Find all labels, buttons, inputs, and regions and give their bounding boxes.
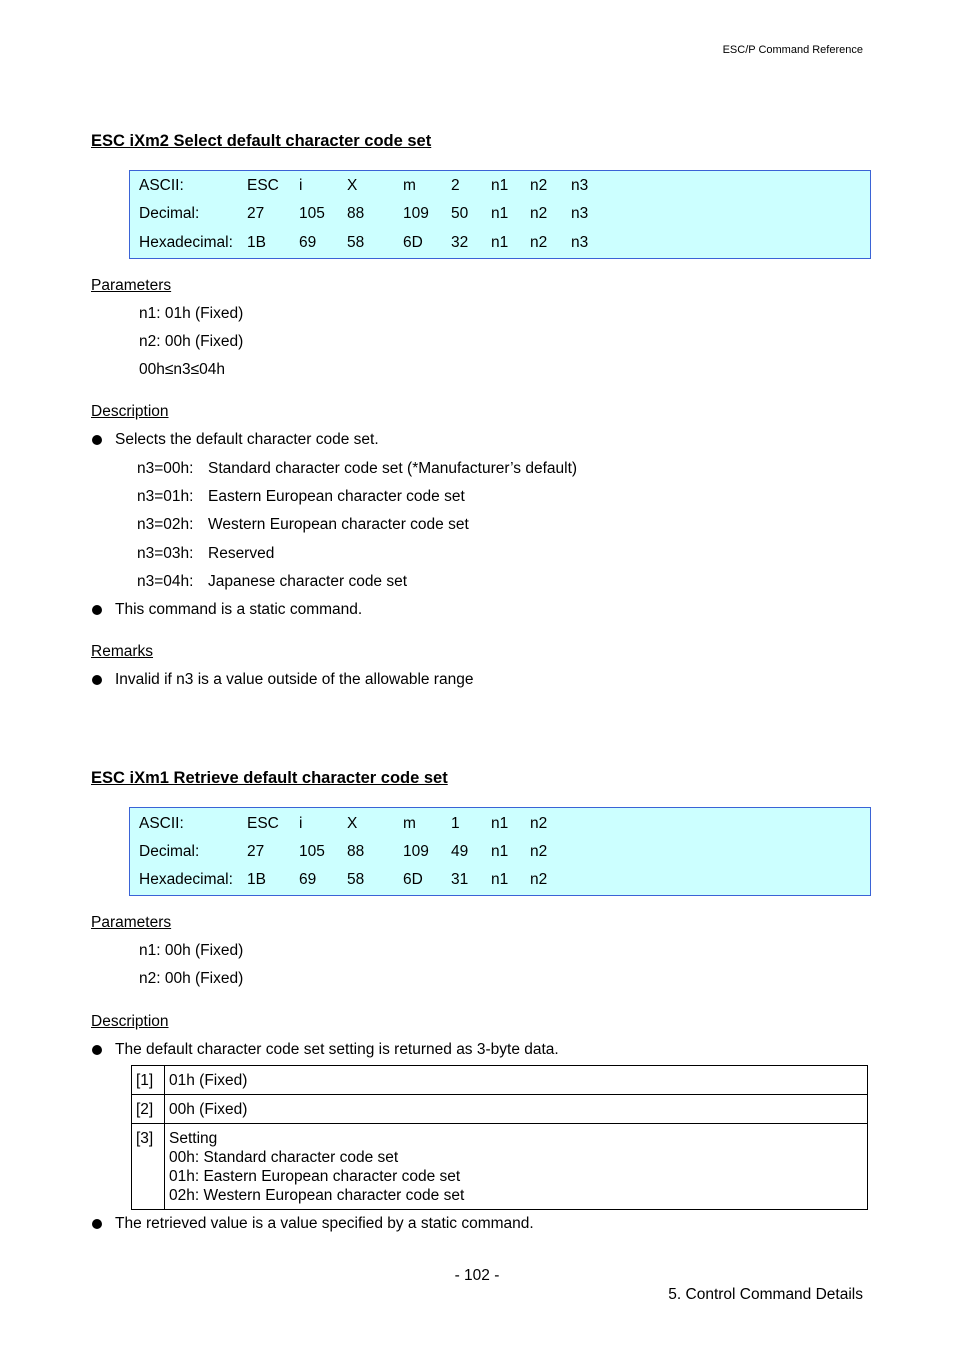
cell: n1 [491, 843, 509, 860]
code-description: Japanese character code set [208, 573, 408, 590]
cell: n2 [530, 177, 548, 194]
row-label: ASCII: [139, 815, 184, 832]
cell: n1 [491, 205, 509, 222]
row-label: Decimal: [139, 205, 200, 222]
bullet-icon [92, 435, 102, 445]
cell: ESC [247, 815, 279, 832]
table-index-cell: [2] [132, 1095, 165, 1124]
cell: m [403, 815, 416, 832]
table-index-cell: [3] [132, 1124, 165, 1210]
cell: n1 [491, 234, 509, 251]
table-value-cell [165, 1066, 868, 1095]
header-reference: ESC/P Command Reference [722, 44, 863, 56]
cell: n1 [491, 815, 509, 832]
cell: 88 [347, 843, 365, 860]
section2-parameters-heading: Parameters [91, 914, 172, 931]
cell: 69 [299, 871, 317, 888]
description-bullet: This command is a static command. [115, 601, 363, 618]
cell: n2 [530, 843, 548, 860]
code-description: Standard character code set (*Manufacturer’s default) [208, 460, 578, 477]
cell: n1 [491, 871, 509, 888]
cell: 58 [347, 871, 365, 888]
bullet-icon [92, 1219, 102, 1229]
row-label: ASCII: [139, 177, 184, 194]
section2-title: ESC iXm1 Retrieve default character code set [91, 769, 448, 787]
cell: 32 [451, 234, 469, 251]
section1-remarks-heading: Remarks [91, 643, 154, 660]
remarks-bullet: Invalid if n3 is a value outside of the allowable range [115, 671, 474, 688]
cell: 31 [451, 871, 469, 888]
parameter-line: 00h≤n3≤04h [139, 361, 225, 378]
table-line: 01h: Eastern European character code set [169, 1168, 461, 1185]
table-index-cell: [1] [132, 1066, 165, 1095]
cell: n3 [571, 234, 589, 251]
cell: 50 [451, 205, 469, 222]
description-bullet: The retrieved value is a value specified by a static command. [115, 1215, 534, 1232]
cell: n2 [530, 815, 548, 832]
cell: n3 [571, 177, 589, 194]
cell: i [299, 177, 303, 194]
cell: n2 [530, 234, 548, 251]
cell: i [299, 815, 303, 832]
table-line: 01h (Fixed) [169, 1072, 248, 1089]
cell: 6D [403, 234, 423, 251]
command-row-decimal [130, 205, 870, 225]
cell: 109 [403, 843, 429, 860]
command-row-decimal [130, 843, 870, 863]
table-value-cell [165, 1095, 868, 1124]
cell: 105 [299, 205, 325, 222]
section2-command-box [129, 807, 871, 896]
code-description: Western European character code set [208, 516, 469, 533]
response-table [131, 1065, 868, 1210]
command-row-hexadecimal [130, 234, 870, 254]
code-value: n3=04h: [137, 573, 194, 590]
cell: 49 [451, 843, 469, 860]
cell: 27 [247, 205, 265, 222]
section1-description-heading: Description [91, 403, 169, 420]
code-description: Reserved [208, 545, 275, 562]
cell: ESC [247, 177, 279, 194]
table-value-cell [165, 1124, 868, 1210]
cell: 58 [347, 234, 365, 251]
bullet-icon [92, 605, 102, 615]
section2-description-heading: Description [91, 1013, 169, 1030]
cell: 1B [247, 871, 266, 888]
cell: n2 [530, 205, 548, 222]
cell: X [347, 815, 358, 832]
cell: n3 [571, 205, 589, 222]
table-line: 02h: Western European character code set [169, 1187, 465, 1204]
code-value: n3=01h: [137, 488, 194, 505]
parameter-line: n2: 00h (Fixed) [139, 970, 244, 987]
cell: 105 [299, 843, 325, 860]
cell: X [347, 177, 358, 194]
table-line: Setting [169, 1130, 218, 1147]
cell: n2 [530, 871, 548, 888]
bullet-icon [92, 675, 102, 685]
row-label: Decimal: [139, 843, 200, 860]
bullet-icon [92, 1045, 102, 1055]
cell: 1 [451, 815, 460, 832]
page-number: - 102 - [454, 1267, 500, 1284]
cell: 69 [299, 234, 317, 251]
table-row [132, 1066, 868, 1095]
cell: n1 [491, 177, 509, 194]
table-row [132, 1124, 868, 1210]
table-line: 00h (Fixed) [169, 1101, 248, 1118]
table-row [132, 1095, 868, 1124]
code-value: n3=00h: [137, 460, 194, 477]
cell: 2 [451, 177, 460, 194]
parameter-line: n1: 00h (Fixed) [139, 942, 244, 959]
cell: m [403, 177, 416, 194]
table-line: 00h: Standard character code set [169, 1149, 399, 1166]
description-bullet: Selects the default character code set. [115, 431, 379, 448]
command-row-ascii [130, 815, 870, 835]
parameter-line: n1: 01h (Fixed) [139, 305, 244, 322]
cell: 88 [347, 205, 365, 222]
cell: 1B [247, 234, 266, 251]
code-description: Eastern European character code set [208, 488, 465, 505]
description-bullet: The default character code set setting is returned as 3-byte data. [115, 1041, 559, 1058]
parameter-line: n2: 00h (Fixed) [139, 333, 244, 350]
cell: 6D [403, 871, 423, 888]
cell: 27 [247, 843, 265, 860]
code-value: n3=03h: [137, 545, 194, 562]
command-row-ascii [130, 177, 870, 197]
command-row-hexadecimal [130, 871, 870, 891]
section1-parameters-heading: Parameters [91, 277, 172, 294]
section1-title: ESC iXm2 Select default character code set [91, 132, 432, 150]
cell: 109 [403, 205, 429, 222]
row-label: Hexadecimal: [139, 871, 233, 888]
section1-command-box [129, 170, 871, 259]
chapter-title: 5. Control Command Details [668, 1286, 863, 1303]
code-value: n3=02h: [137, 516, 194, 533]
row-label: Hexadecimal: [139, 234, 233, 251]
